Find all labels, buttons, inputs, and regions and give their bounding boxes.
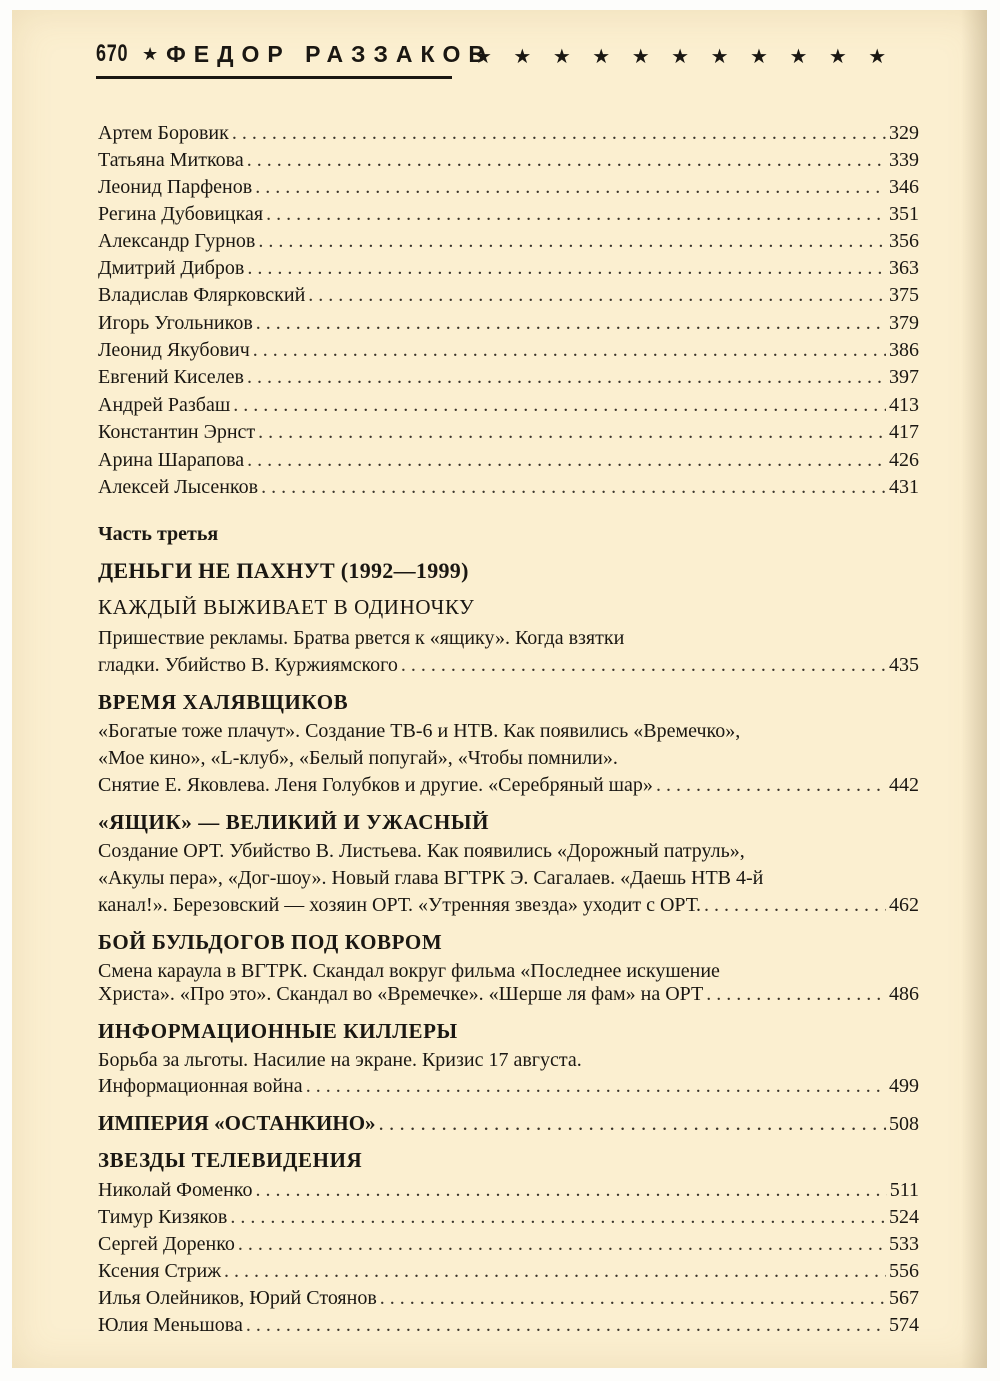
toc-entry-page: 397	[889, 366, 919, 388]
toc-entry-page: 379	[889, 312, 919, 334]
toc-entry-name: Евгений Киселев	[98, 366, 244, 388]
toc-entry-page: 511	[889, 1179, 919, 1201]
chapter-page: 499	[889, 1075, 919, 1097]
toc-entry-name: Артем Боровик	[98, 122, 229, 144]
toc-entry-page: 386	[889, 339, 919, 361]
leader-dots	[255, 175, 886, 199]
part-label: Часть третья	[98, 523, 219, 545]
leader-dots	[256, 311, 886, 335]
leader-dots	[246, 1313, 886, 1337]
chapter-last-line	[98, 893, 919, 917]
page-edge-shadow	[961, 10, 987, 1368]
toc-entry	[98, 1286, 919, 1310]
toc-entry	[98, 1259, 919, 1283]
toc-entry	[98, 256, 919, 280]
toc-entry-name: Андрей Разбаш	[98, 394, 231, 416]
chapter-description: Создание ОРТ. Убийство В. Листьева. Как появились «Дорожный патруль»,	[98, 840, 745, 862]
toc-entry-name: Юлия Меньшова	[98, 1314, 243, 1336]
chapter-description: Христа». «Про это». Скандал во «Времечке». «Шерше ля фам» на ОРТ	[98, 983, 704, 1005]
chapter-last-line	[98, 1074, 919, 1098]
chapter-title: ИНФОРМАЦИОННЫЕ КИЛЛЕРЫ	[98, 1019, 458, 1043]
leader-dots	[401, 653, 886, 677]
leader-dots	[232, 121, 886, 145]
leader-dots	[233, 393, 886, 417]
toc-entry-name: Дмитрий Дибров	[98, 257, 245, 279]
toc-entry-page: 556	[889, 1260, 919, 1282]
toc-entry	[98, 229, 919, 253]
leader-dots	[704, 893, 886, 917]
header-star-icon: ★	[142, 43, 159, 64]
toc-entry-page: 346	[889, 176, 919, 198]
leader-dots	[238, 1232, 886, 1256]
toc-entry-page: 533	[889, 1233, 919, 1255]
toc-entry	[98, 148, 919, 172]
toc-entry-page: 567	[889, 1287, 919, 1309]
part-title: ДЕНЬГИ НЕ ПАХНУТ (1992—1999)	[98, 558, 469, 583]
toc-entry-name: Тимур Кизяков	[98, 1206, 228, 1228]
toc-entry-page: 524	[889, 1206, 919, 1228]
chapter-description: Борьба за льготы. Насилие на экране. Кризис 17 августа.	[98, 1049, 582, 1071]
chapter-description: Смена караула в ВГТРК. Скандал вокруг фильма «Последнее искушение	[98, 960, 720, 982]
toc-entry-name: Илья Олейников, Юрий Стоянов	[98, 1287, 377, 1309]
chapter-description: канал!». Березовский — хозяин ОРТ. «Утренняя звезда» уходит с ОРТ.	[98, 894, 701, 916]
leader-dots	[247, 448, 886, 472]
toc-entry-page: 574	[889, 1314, 919, 1336]
toc-entry-name: Николай Фоменко	[98, 1179, 253, 1201]
toc-entry-name: Алексей Лысенков	[98, 476, 259, 498]
chapter-page: 435	[889, 654, 919, 676]
toc-entry-name: Александр Гурнов	[98, 230, 256, 252]
toc-entry	[98, 1232, 919, 1256]
leader-dots	[306, 1074, 886, 1098]
toc-entry-name: Константин Эрнст	[98, 421, 256, 443]
book-page	[12, 10, 987, 1368]
chapter-page: 508	[889, 1113, 919, 1135]
leader-dots	[253, 338, 886, 362]
toc-entry-name: Владислав Флярковский	[98, 284, 306, 306]
chapter-title: БОЙ БУЛЬДОГОВ ПОД КОВРОМ	[98, 930, 443, 954]
toc-entry-name: Леонид Парфенов	[98, 176, 253, 198]
running-header	[96, 40, 493, 68]
chapter-page: 486	[889, 983, 919, 1005]
chapter-last-line	[98, 773, 919, 797]
leader-dots	[247, 365, 886, 389]
toc-entry-name: Игорь Угольников	[98, 312, 253, 334]
toc-entry	[98, 365, 919, 389]
leader-dots	[706, 982, 886, 1006]
toc-entry	[98, 338, 919, 362]
toc-entry-name: Арина Шарапова	[98, 449, 245, 471]
toc-entry-name: Леонид Якубович	[98, 339, 250, 361]
toc-entry	[98, 393, 919, 417]
leader-dots	[256, 1178, 887, 1202]
toc-entry	[98, 1313, 919, 1337]
leader-dots	[247, 148, 886, 172]
leader-dots	[308, 283, 886, 307]
chapter-description: Информационная война	[98, 1075, 303, 1097]
leader-dots	[261, 475, 886, 499]
toc-entry	[98, 1205, 919, 1229]
chapter-last-line	[98, 982, 919, 1006]
leader-dots	[380, 1286, 886, 1310]
leader-dots	[258, 420, 886, 444]
toc-entry	[98, 121, 919, 145]
header-stars-icon: ★★★★★★★★★★★	[474, 44, 908, 68]
chapter-title: ВРЕМЯ ХАЛЯВЩИКОВ	[98, 690, 349, 714]
leader-dots	[247, 256, 886, 280]
chapter-page: 442	[889, 774, 919, 796]
chapter-description: гладки. Убийство В. Куржиямского	[98, 654, 398, 676]
chapter-description: «Акулы пера», «Дог-шоу». Новый глава ВГТРК Э. Сагалаев. «Даешь НТВ 4-й	[98, 867, 764, 889]
chapter-title: ИМПЕРИЯ «ОСТАНКИНО»	[98, 1111, 376, 1135]
leader-dots	[266, 202, 886, 226]
chapter-description: «Богатые тоже плачут». Создание ТВ-6 и НТВ. Как появились «Времечко»,	[98, 720, 741, 742]
toc-entry-page: 417	[889, 421, 919, 443]
chapter-entry	[98, 1111, 919, 1136]
toc-entry-page: 363	[889, 257, 919, 279]
toc-entry-page: 426	[889, 449, 919, 471]
chapter-title: ЗВЕЗДЫ ТЕЛЕВИДЕНИЯ	[98, 1148, 363, 1172]
toc-entry	[98, 311, 919, 335]
leader-dots	[258, 229, 886, 253]
toc-entry-name: Татьяна Миткова	[98, 149, 244, 171]
chapter-page: 462	[889, 894, 919, 916]
toc-entry	[98, 420, 919, 444]
leader-dots	[379, 1111, 886, 1135]
toc-entry-page: 351	[889, 203, 919, 225]
toc-entry	[98, 283, 919, 307]
toc-entry-name: Ксения Стриж	[98, 1260, 222, 1282]
toc-entry-page: 431	[889, 476, 919, 498]
toc-entry-name: Регина Дубовицкая	[98, 203, 264, 225]
chapter-description: Пришествие рекламы. Братва рвется к «ящику». Когда взятки	[98, 627, 625, 649]
leader-dots	[656, 773, 886, 797]
toc-entry	[98, 202, 919, 226]
chapter-title: КАЖДЫЙ ВЫЖИВАЕТ В ОДИНОЧКУ	[98, 595, 475, 619]
leader-dots	[230, 1205, 886, 1229]
author-name: ФЕДОР РАЗЗАКОВ	[166, 40, 494, 67]
toc-entry-page: 339	[889, 149, 919, 171]
chapter-title: «ЯЩИК» — ВЕЛИКИЙ И УЖАСНЫЙ	[98, 810, 490, 834]
chapter-description: Снятие Е. Яковлева. Леня Голубков и другие. «Серебряный шар»	[98, 774, 653, 796]
chapter-description: «Мое кино», «L-клуб», «Белый попугай», «Чтобы помнили».	[98, 747, 618, 769]
toc-entry	[98, 448, 919, 472]
header-rule	[96, 76, 452, 79]
toc-entry	[98, 475, 919, 499]
toc-entry-page: 413	[889, 394, 919, 416]
toc-entry	[98, 175, 919, 199]
toc-entry	[98, 1178, 919, 1202]
page-number: 670	[96, 40, 129, 67]
toc-entry-page: 356	[889, 230, 919, 252]
chapter-last-line	[98, 653, 919, 677]
toc-entry-page: 375	[889, 284, 919, 306]
toc-entry-page: 329	[889, 122, 919, 144]
toc-entry-name: Сергей Доренко	[98, 1233, 235, 1255]
leader-dots	[224, 1259, 886, 1283]
